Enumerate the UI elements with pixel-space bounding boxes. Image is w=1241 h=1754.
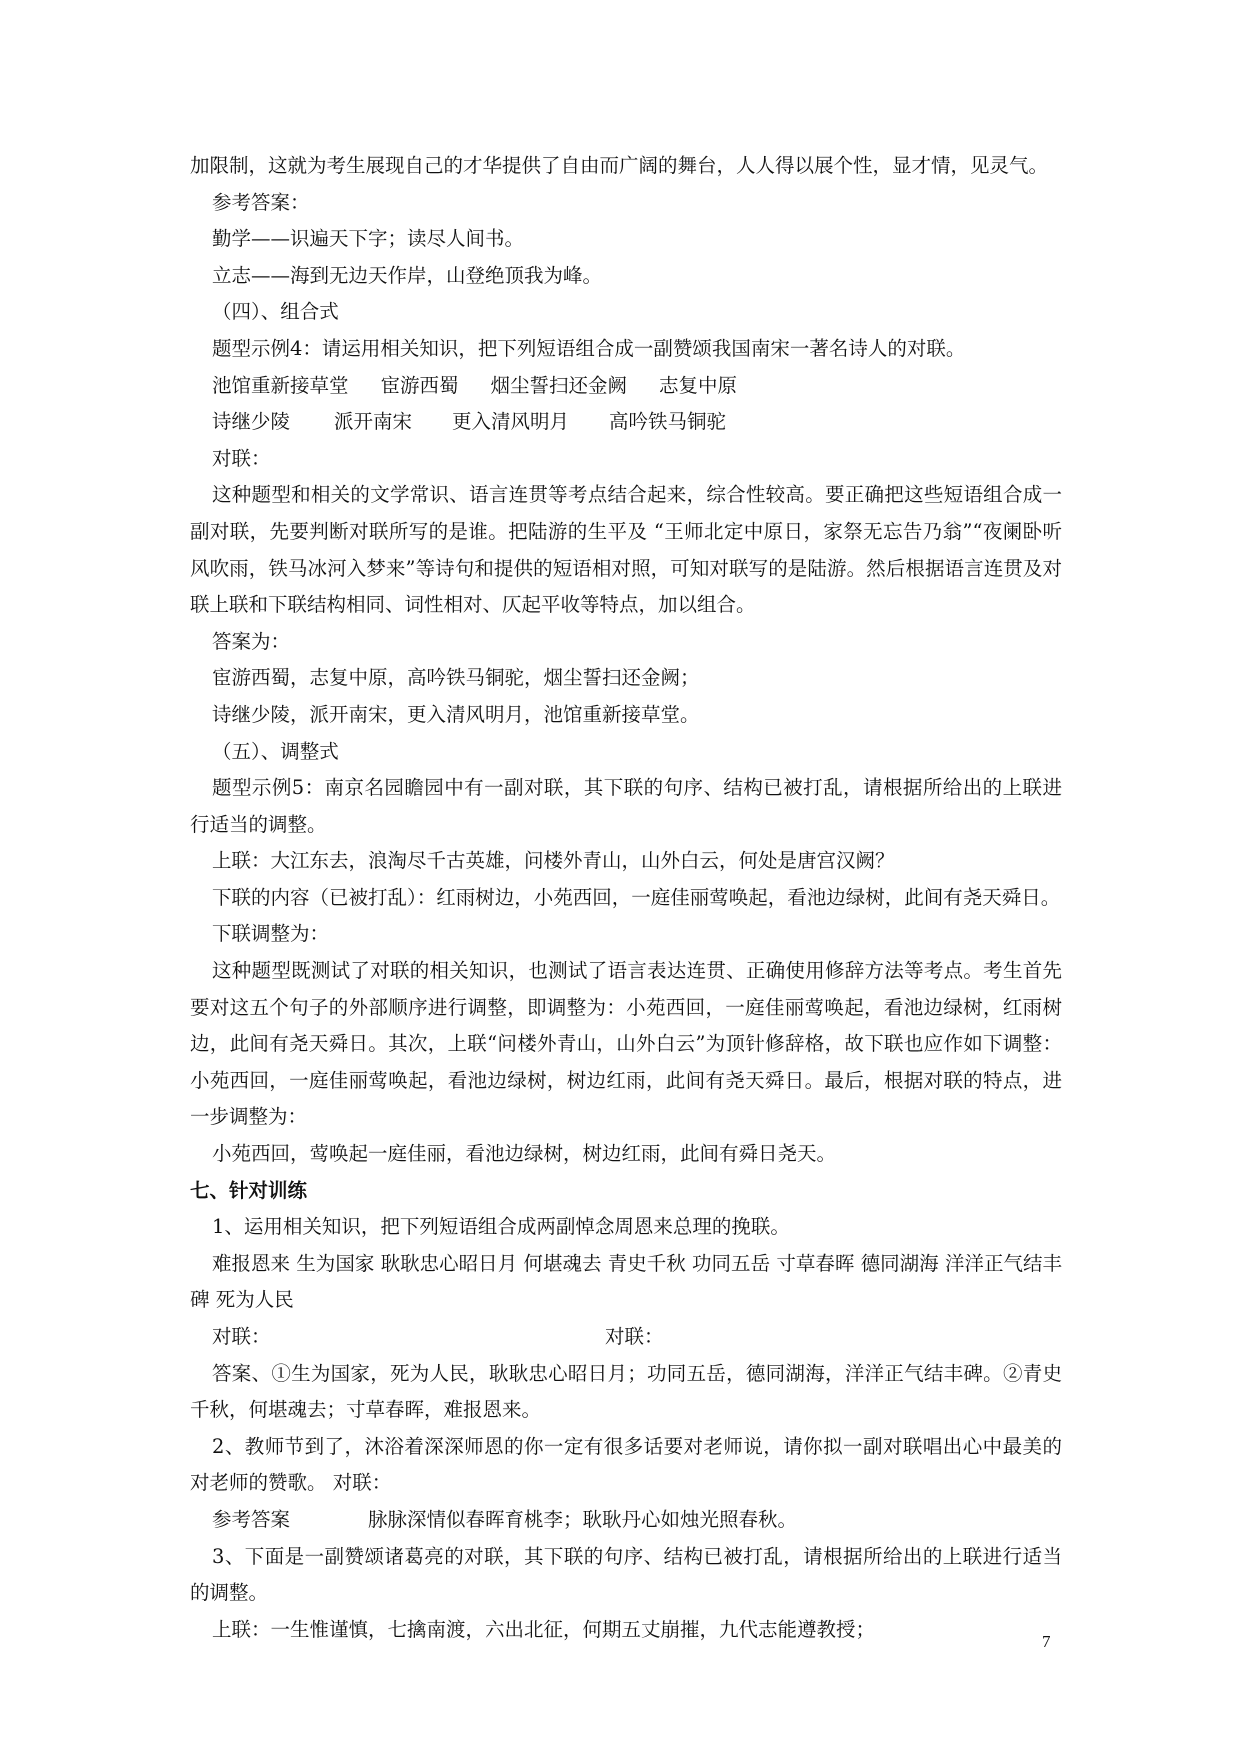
- phrase: 更入清风明月: [452, 410, 570, 434]
- paragraph: 下联调整为：: [212, 922, 330, 946]
- section-heading: （四）、组合式: [212, 300, 339, 324]
- phrase-list: [190, 404, 1062, 441]
- paragraph: 加限制，这就为考生展现自己的才华提供了自由而广阔的舞台，人人得以展个性，显才情，见灵气。: [190, 154, 1049, 177]
- phrase-list: [190, 368, 1062, 405]
- document-body: [190, 148, 1062, 1648]
- question: 1、运用相关知识，把下列短语组合成两副悼念周恩来总理的挽联。: [212, 1215, 790, 1239]
- paragraph: 宦游西蜀，志复中原，高吟铁马铜驼，烟尘誓扫还金阙；: [212, 666, 700, 690]
- answer: 答案、①生为国家，死为人民，耿耿忠心昭日月；功同五岳，德同湖海，洋洋正气结丰碑。②青史千秋，何堪魂去；寸草春晖，难报恩来。: [190, 1361, 1062, 1422]
- phrase: 诗继少陵: [212, 410, 291, 434]
- paragraph: 上联：大江东去，浪淘尽千古英雄，问楼外青山，山外白云，何处是唐宫汉阙？: [212, 849, 895, 873]
- paragraph: 诗继少陵，派开南宋，更入清风明月，池馆重新接草堂。: [212, 702, 700, 726]
- paragraph: 参考答案：: [212, 190, 310, 214]
- phrase: 烟尘誓扫还金阙: [490, 373, 628, 397]
- phrase: 志复中原: [659, 373, 738, 397]
- answer-label: 对联：: [212, 1325, 271, 1348]
- phrase: 宦游西蜀: [380, 373, 459, 397]
- answer: [190, 1502, 1062, 1539]
- phrase: 高吟铁马铜驼: [609, 410, 727, 434]
- paragraph: 这种题型既测试了对联的相关知识，也测试了语言表达连贯、正确使用修辞方法等考点。考生首先要对这五个句子的外部顺序进行调整，即调整为：小苑西回，一庭佳丽莺唤起，看池边绿树，红雨树边，此间有尧天舜日。其次，上联“问楼外青山，山外白云”为顶针修辞格，故下联也应作如下调整：小苑西回，一庭佳丽莺唤起，看池边绿树，树边红雨，此间有尧天舜日。最后，根据对联的特点，进一步调整为：: [190, 959, 1062, 1129]
- answer-label: 对联：: [605, 1325, 664, 1348]
- paragraph: 立志——海到无边天作岸，山登绝顶我为峰。: [212, 263, 603, 287]
- paragraph: 上联：一生惟谨慎，七擒南渡，六出北征，何期五丈崩摧，九代志能遵教授；: [212, 1617, 876, 1641]
- paragraph: 勤学——识遍天下字；读尽人间书。: [212, 227, 525, 251]
- question: 3、下面是一副赞颂诸葛亮的对联，其下联的句序、结构已被打乱，请根据所给出的上联进行适当的调整。: [190, 1544, 1062, 1605]
- phrase: 派开南宋: [334, 410, 413, 434]
- question: 2、教师节到了，沐浴着深深师恩的你一定有很多话要对老师说，请你拟一副对联唱出心中最美的对老师的赞歌。 对联：: [190, 1434, 1062, 1495]
- paragraph: 答案为：: [212, 629, 291, 653]
- paragraph: 下联的内容（已被打乱）：红雨树边，小苑西回，一庭佳丽莺唤起，看池边绿树，此间有尧天舜日。: [212, 885, 1061, 909]
- paragraph: 这种题型和相关的文学常识、语言连贯等考点结合起来，综合性较高。要正确把这些短语组合成一副对联，先要判断对联所写的是谁。把陆游的生平及 “王师北定中原日，家祭无忘告乃翁”“夜阑卧听风吹雨，铁马冰河入梦来”等诗句和提供的短语相对照，可知对联写的是陆游。然后根据语言连贯及对联上联和下联结构相同、词性相对、仄起平收等特点，加以组合。: [190, 483, 1062, 617]
- paragraph: 对联：: [212, 446, 271, 470]
- page-number: 7: [1042, 1632, 1051, 1651]
- phrase-list: 难报恩来 生为国家 耿耿忠心昭日月 何堪魂去 青史千秋 功同五岳 寸草春晖 德同湖海 洋洋正气结丰碑 死为人民: [190, 1251, 1062, 1312]
- paragraph: 小苑西回，莺唤起一庭佳丽，看池边绿树，树边红雨，此间有舜日尧天。: [212, 1142, 837, 1166]
- paragraph: 题型示例5：南京名园瞻园中有一副对联，其下联的句序、结构已被打乱，请根据所给出的上联进行适当的调整。: [190, 776, 1062, 836]
- section-heading: （五）、调整式: [212, 739, 339, 763]
- answer-label: 参考答案: [212, 1507, 291, 1531]
- paragraph: 题型示例4：请运用相关知识，把下列短语组合成一副赞颂我国南宋一著名诗人的对联。: [212, 336, 966, 360]
- answer-text: 脉脉深情似春晖育桃李；耿耿丹心如烛光照春秋。: [368, 1507, 798, 1531]
- chapter-heading: 七、针对训练: [190, 1178, 308, 1202]
- phrase: 池馆重新接草堂: [212, 373, 349, 397]
- answer-labels: [190, 1319, 1062, 1356]
